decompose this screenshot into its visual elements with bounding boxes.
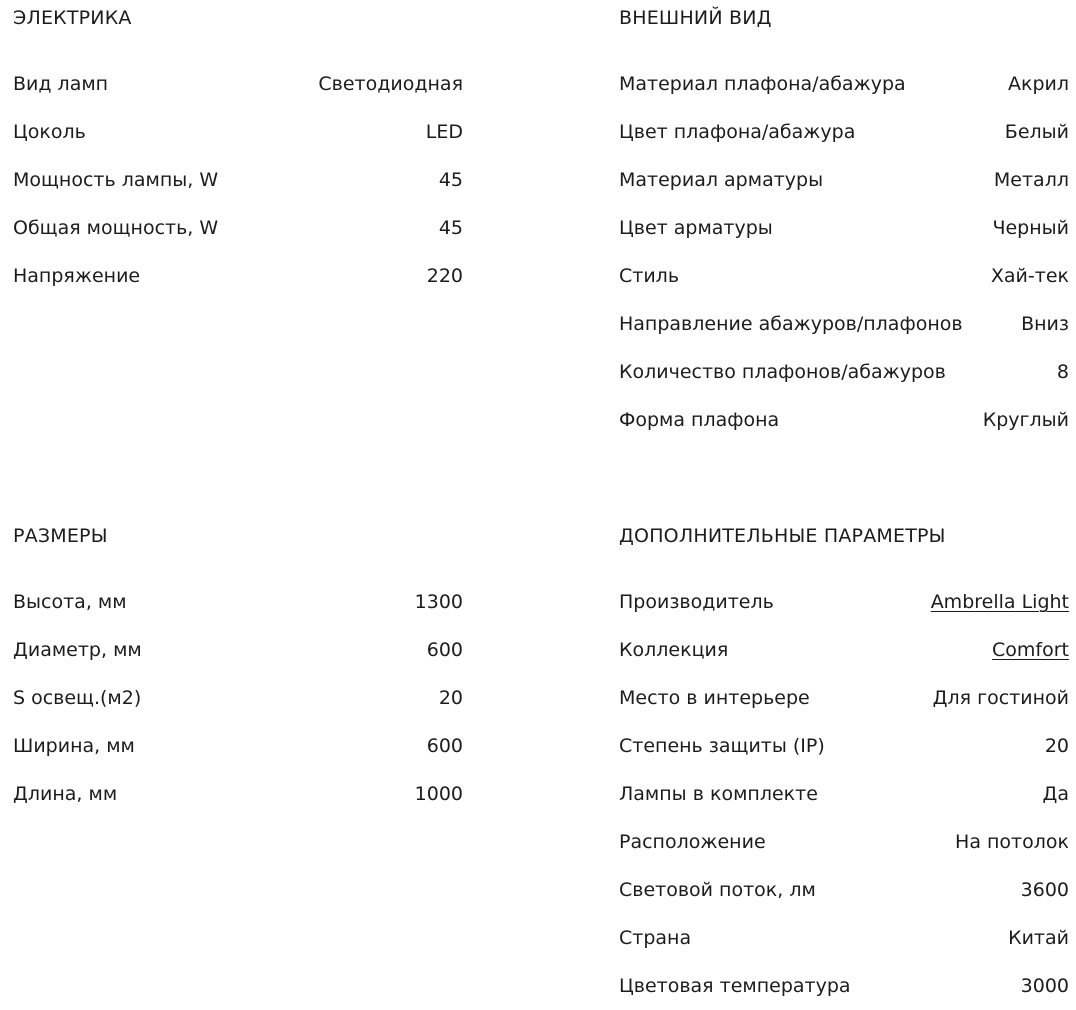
- spec-row-shade-color: [619, 108, 1069, 156]
- spec-label: Материал арматуры: [619, 169, 824, 191]
- spec-label: Место в интерьере: [619, 687, 810, 709]
- section-title-electrics: ЭЛЕКТРИКА: [13, 7, 132, 29]
- spec-label: Цвет плафона/абажура: [619, 121, 856, 143]
- spec-row-ip-rating: [619, 722, 1069, 770]
- section-extra-params: [619, 518, 1069, 1010]
- spec-label: Длина, мм: [13, 783, 118, 805]
- spec-row-shade-material: [619, 60, 1069, 108]
- spec-label: Степень защиты (IP): [619, 735, 825, 757]
- spec-label: Вид ламп: [13, 73, 109, 95]
- section-title-dimensions: РАЗМЕРЫ: [13, 525, 108, 547]
- spec-value: 1300: [414, 591, 463, 613]
- spec-value: 20: [1044, 735, 1069, 757]
- spec-value: 3600: [1020, 879, 1069, 901]
- spec-value: Вниз: [1021, 313, 1069, 335]
- spec-label: Диаметр, мм: [13, 639, 142, 661]
- section-appearance: [619, 0, 1069, 444]
- spec-row-country: [619, 914, 1069, 962]
- spec-label: Коллекция: [619, 639, 729, 661]
- spec-label: Общая мощность, W: [13, 217, 219, 239]
- spec-value: LED: [425, 121, 463, 143]
- spec-row-lamp-type: [13, 60, 463, 108]
- spec-row-lit-area: [13, 674, 463, 722]
- spec-label: Ширина, мм: [13, 735, 135, 757]
- spec-row-collection: [619, 626, 1069, 674]
- spec-value: Белый: [1004, 121, 1069, 143]
- spec-row-shade-direction: [619, 300, 1069, 348]
- spec-label: Высота, мм: [13, 591, 127, 613]
- spec-label: Цоколь: [13, 121, 86, 143]
- spec-row-width: [13, 722, 463, 770]
- spec-label: Количество плафонов/абажуров: [619, 361, 946, 383]
- spec-label: Лампы в комплекте: [619, 783, 818, 805]
- spec-value: 45: [438, 169, 463, 191]
- spec-row-total-power: [13, 204, 463, 252]
- spec-row-manufacturer: [619, 578, 1069, 626]
- spec-row-height: [13, 578, 463, 626]
- spec-row-length: [13, 770, 463, 818]
- spec-label: Напряжение: [13, 265, 141, 287]
- section-electrics: [13, 0, 463, 300]
- spec-label: Направление абажуров/плафонов: [619, 313, 963, 335]
- spec-value: 3000: [1020, 975, 1069, 997]
- spec-label: S освещ.(м2): [13, 687, 142, 709]
- spec-row-style: [619, 252, 1069, 300]
- spec-label: Производитель: [619, 591, 774, 613]
- spec-value: 1000: [414, 783, 463, 805]
- spec-label: Форма плафона: [619, 409, 780, 431]
- manufacturer-link[interactable]: Ambrella Light: [930, 591, 1069, 613]
- spec-value: Светодиодная: [318, 73, 463, 95]
- spec-row-luminous-flux: [619, 866, 1069, 914]
- spec-label: Световой поток, лм: [619, 879, 816, 901]
- spec-row-lamp-power: [13, 156, 463, 204]
- spec-value: Да: [1042, 783, 1069, 805]
- spec-label: Мощность лампы, W: [13, 169, 219, 191]
- spec-row-socket: [13, 108, 463, 156]
- spec-value: Акрил: [1007, 73, 1069, 95]
- spec-label: Стиль: [619, 265, 680, 287]
- spec-value: 600: [426, 639, 463, 661]
- spec-row-shade-shape: [619, 396, 1069, 444]
- collection-link[interactable]: Comfort: [992, 639, 1069, 661]
- spec-row-frame-color: [619, 204, 1069, 252]
- spec-value: Для гостиной: [932, 687, 1069, 709]
- spec-row-interior-place: [619, 674, 1069, 722]
- spec-value: Хай-тек: [990, 265, 1069, 287]
- spec-value: 220: [426, 265, 463, 287]
- spec-row-mounting: [619, 818, 1069, 866]
- spec-row-color-temperature: [619, 962, 1069, 1010]
- spec-label: Цветовая температура: [619, 975, 851, 997]
- spec-label: Страна: [619, 927, 692, 949]
- spec-value: 45: [438, 217, 463, 239]
- spec-label: Расположение: [619, 831, 766, 853]
- spec-value: Китай: [1008, 927, 1069, 949]
- spec-label: Цвет арматуры: [619, 217, 773, 239]
- section-title-appearance: ВНЕШНИЙ ВИД: [619, 7, 772, 29]
- spec-value: 8: [1056, 361, 1069, 383]
- spec-value: Круглый: [982, 409, 1069, 431]
- spec-row-shade-count: [619, 348, 1069, 396]
- spec-value: Черный: [992, 217, 1069, 239]
- section-title-extra-params: ДОПОЛНИТЕЛЬНЫЕ ПАРАМЕТРЫ: [619, 525, 946, 547]
- spec-row-lamps-included: [619, 770, 1069, 818]
- spec-row-voltage: [13, 252, 463, 300]
- spec-row-diameter: [13, 626, 463, 674]
- spec-value: 20: [438, 687, 463, 709]
- spec-value: Металл: [993, 169, 1069, 191]
- section-dimensions: [13, 518, 463, 818]
- spec-value: 600: [426, 735, 463, 757]
- spec-label: Материал плафона/абажура: [619, 73, 906, 95]
- spec-value: На потолок: [955, 831, 1069, 853]
- spec-row-frame-material: [619, 156, 1069, 204]
